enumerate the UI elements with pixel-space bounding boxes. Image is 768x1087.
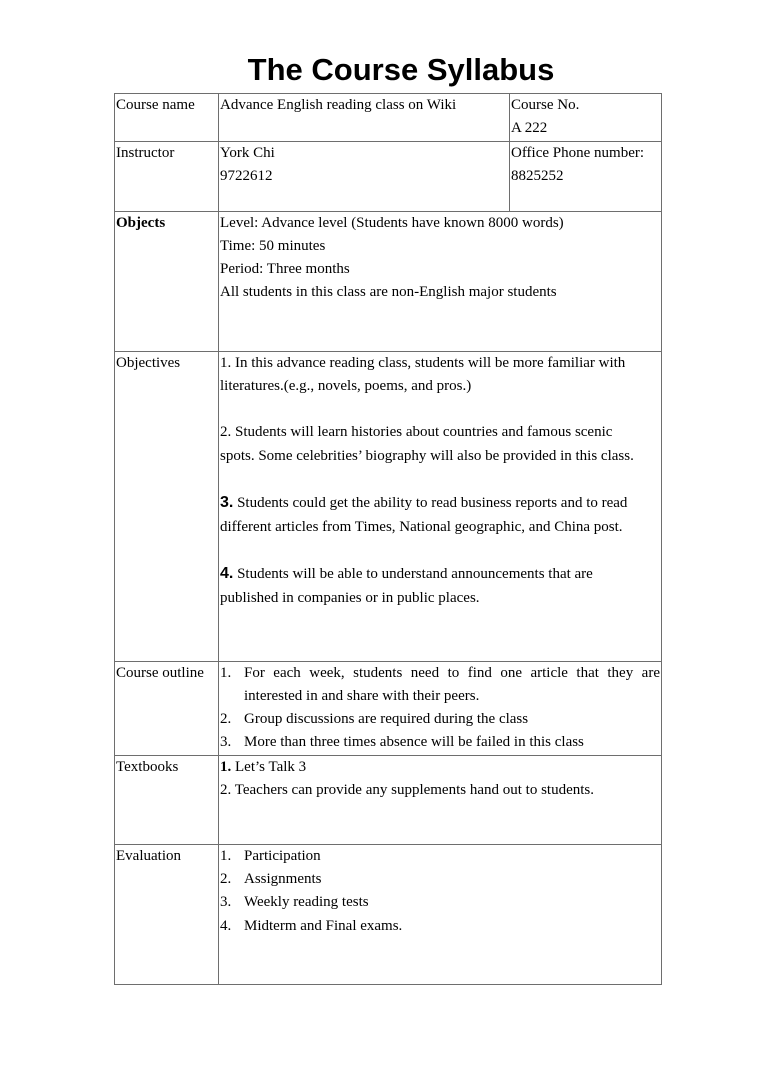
objects-cell: [219, 211, 662, 351]
objects-row: [115, 211, 662, 351]
evaluation-row: [115, 844, 662, 984]
textbook-item: 1. Let’s Talk 3: [220, 758, 307, 775]
objective-item-cont: different articles from Times, National geographic, and China post.: [220, 518, 623, 535]
outline-row: [115, 661, 662, 755]
evaluation-list: [220, 845, 660, 938]
evaluation-label: Evaluation: [115, 844, 219, 984]
evaluation-item: 4. Midterm and Final exams.: [220, 917, 403, 934]
objects-line: Time: 50 minutes: [220, 237, 326, 254]
evaluation-cell: [219, 844, 662, 984]
course-row: [115, 94, 662, 142]
objects-line: Period: Three months: [220, 261, 350, 278]
course-name-label: Course name: [115, 94, 219, 142]
evaluation-item: 3. Weekly reading tests: [220, 894, 369, 911]
objective-item-cont: spots. Some celebrities’ biography will also be provided in this class.: [220, 447, 634, 464]
objective-item: 2. Students will learn histories about countries and famous scenic: [220, 424, 613, 441]
course-no-label: Course No.: [511, 97, 580, 113]
instructor-label: Instructor: [115, 141, 219, 211]
outline-item: 3. More than three times absence will be failed in this class: [220, 734, 584, 751]
objective-item: 1. In this advance reading class, students will be more familiar with: [220, 354, 626, 371]
objective-item-cont: published in companies or in public places.: [220, 589, 480, 606]
objectives-label: Objectives: [115, 351, 219, 661]
course-outline-label: Course outline: [115, 661, 219, 755]
objects-line: Level: Advance level (Students have known 8000 words): [220, 214, 564, 231]
instructor-cell: [219, 141, 510, 211]
textbooks-label: Textbooks: [115, 755, 219, 844]
course-no-value: A 222: [511, 120, 548, 137]
office-phone-cell: [510, 141, 662, 211]
instructor-row: [115, 141, 662, 211]
objective-item: 4. Students will be able to understand announcements that are: [220, 565, 593, 583]
textbooks-cell: [219, 755, 662, 844]
textbook-item: 2. Teachers can provide any supplements hand out to students.: [220, 782, 595, 799]
objectives-row: [115, 351, 662, 661]
objectives-cell: [219, 351, 662, 661]
instructor-name: York Chi: [220, 144, 275, 161]
evaluation-item: 2. Assignments: [220, 871, 322, 888]
evaluation-item: 1. Participation: [220, 847, 321, 864]
outline-list: [220, 662, 660, 755]
objects-label: Objects: [115, 211, 219, 351]
objects-line: All students in this class are non-English major students: [220, 284, 557, 301]
outline-item: 2. Group discussions are required during the class: [220, 711, 529, 728]
syllabus-table: [114, 93, 662, 985]
outline-item: 1. For each week, students need to find one article that they are interested in and share with their peers.: [220, 664, 660, 704]
textbooks-row: [115, 755, 662, 844]
objective-item: 3. Students could get the ability to read business reports and to read: [220, 494, 628, 512]
objective-item-cont: literatures.(e.g., novels, poems, and pros.): [220, 377, 472, 394]
course-no-cell: [510, 94, 662, 142]
course-name-value: Advance English reading class on Wiki: [219, 94, 510, 142]
page-title: The Course Syllabus: [247, 52, 555, 87]
outline-cell: [219, 661, 662, 755]
office-phone-label: Office Phone number:: [511, 144, 645, 161]
instructor-number: 9722612: [220, 167, 273, 184]
office-phone-value: 8825252: [511, 167, 564, 184]
